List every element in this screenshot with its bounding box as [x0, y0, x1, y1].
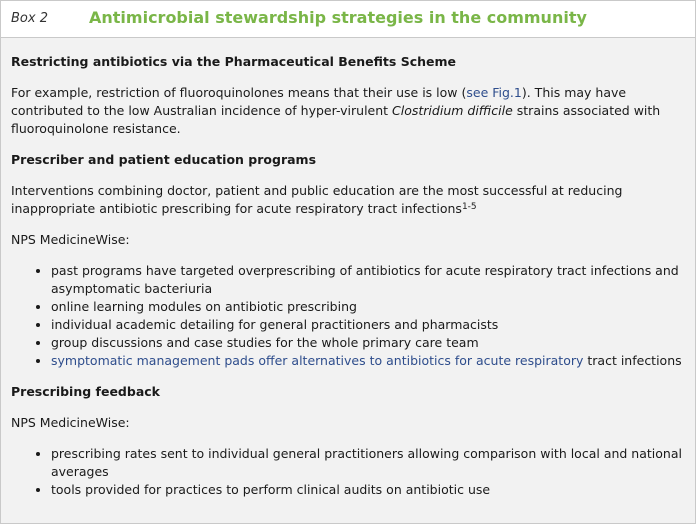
section-heading-education: Prescriber and patient education programs — [11, 152, 317, 167]
list-item: • individual academic detailing for general practitioners and pharmacists — [51, 316, 686, 334]
box-title: Antimicrobial stewardship strategies in the community — [89, 8, 587, 27]
text-segment: For example, restriction of fluoroquinolones means that their use is low ( — [11, 85, 467, 100]
section-heading-feedback: Prescribing feedback — [11, 384, 160, 399]
list-item: • prescribing rates sent to individual general practitioners allowing comparison with local and national averages — [51, 445, 686, 481]
reference-superscript: 1-5 — [461, 202, 477, 212]
section-heading-restricting: Restricting antibiotics via the Pharmaceutical Benefits Scheme — [11, 54, 456, 69]
text-segment: Interventions combining doctor, patient and public education are the most successful at reducing inappropriate antibiotic prescribing for acute respiratory tract infections — [11, 183, 623, 216]
box-content — [11, 53, 686, 512]
text-segment: ). This may have contributed to the low Australian incidence of hyper-virulent — [11, 85, 627, 118]
section-paragraph-education — [11, 182, 686, 218]
text-segment: strains associated with fluoroquinolone resistance. — [11, 103, 661, 136]
box-header — [1, 1, 695, 38]
list-item: • tools provided for practices to perform clinical audits on antibiotic use — [51, 481, 686, 499]
text-segment: tract infections — [583, 353, 682, 368]
figure-1-link[interactable]: see Fig.1 — [466, 85, 522, 100]
org-label: NPS MedicineWise: — [11, 415, 130, 430]
education-list — [11, 262, 686, 370]
list-item: • past programs have targeted overprescribing of antibiotics for acute respiratory tract infections and asymptomatic bacteriuria — [51, 262, 686, 298]
list-item: • online learning modules on antibiotic prescribing — [51, 298, 686, 316]
section-paragraph-restricting — [11, 84, 686, 138]
list-item — [51, 352, 686, 370]
symptomatic-pads-link[interactable]: symptomatic management pads offer alternatives to antibiotics for acute respiratory — [51, 353, 584, 368]
list-item: • group discussions and case studies for the whole primary care team — [51, 334, 686, 352]
species-name: Clostridium difficile — [392, 103, 513, 118]
box-label: Box 2 — [11, 11, 48, 26]
org-label: NPS MedicineWise: — [11, 232, 130, 247]
feedback-list — [11, 445, 686, 499]
